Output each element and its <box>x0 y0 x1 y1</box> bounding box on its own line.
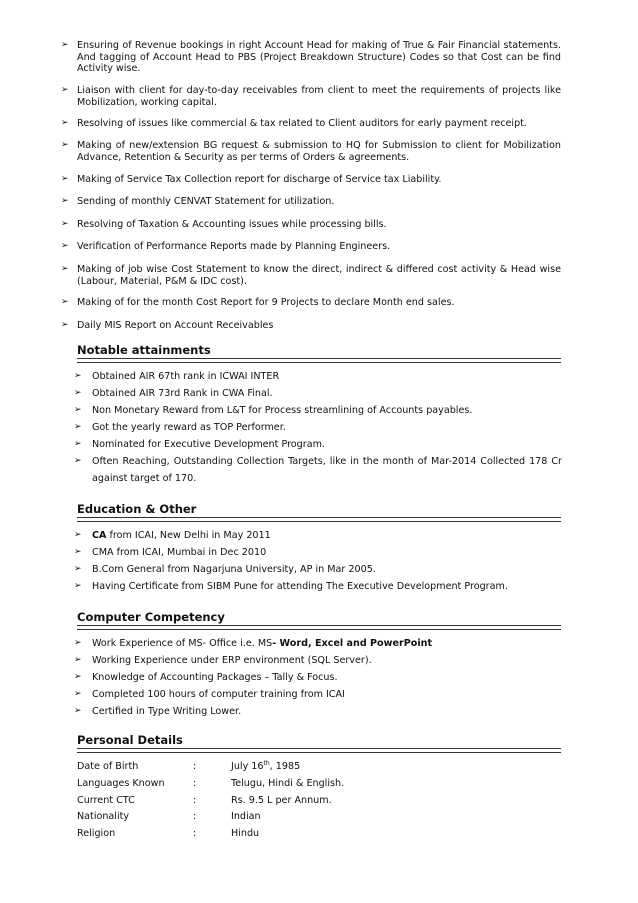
arrow-bullet-icon: ➢ <box>74 371 82 381</box>
bullet-item: ➢ Liaison with client for day-to-day receivables from client to meet the requirements of projects like Mobilization, working capital. <box>61 85 561 108</box>
list-item: B.Com General from Nagarjuna University, AP in Mar 2005. <box>92 564 376 575</box>
arrow-bullet-icon: ➢ <box>74 564 82 574</box>
arrow-bullet-icon: ➢ <box>74 706 82 716</box>
arrow-bullet-icon: ➢ <box>61 40 69 50</box>
arrow-bullet-icon: ➢ <box>74 547 82 557</box>
bullet-item: ➢ Ensuring of Revenue bookings in right Account Head for making of True & Fair Financial statements. And tagging of Account Head to PBS (Project Breakdown Structure) Codes so that Cost can be find Activity wise. <box>61 40 561 74</box>
arrow-bullet-icon: ➢ <box>74 530 82 540</box>
arrow-bullet-icon: ➢ <box>74 672 82 682</box>
detail-label: Languages Known <box>77 778 165 789</box>
list-item: CA from ICAI, New Delhi in May 2011 <box>92 530 271 541</box>
arrow-bullet-icon: ➢ <box>74 456 82 466</box>
arrow-bullet-icon: ➢ <box>61 140 69 150</box>
section-title: Education & Other <box>77 502 197 516</box>
section-divider <box>77 748 561 753</box>
arrow-bullet-icon: ➢ <box>61 264 69 274</box>
list-item: CMA from ICAI, Mumbai in Dec 2010 <box>92 547 267 558</box>
detail-separator: : <box>193 795 197 806</box>
arrow-bullet-icon: ➢ <box>61 85 69 95</box>
section-divider <box>77 358 561 363</box>
list-item: Having Certificate from SIBM Pune for attending The Executive Development Program. <box>92 581 508 592</box>
detail-value: Telugu, Hindi & English. <box>231 778 345 789</box>
detail-value: Indian <box>231 811 261 822</box>
arrow-bullet-icon: ➢ <box>61 219 69 229</box>
arrow-bullet-icon: ➢ <box>61 196 69 206</box>
bullet-item: ➢ Resolving of Taxation & Accounting issues while processing bills. <box>61 219 387 230</box>
bullet-item: ➢ Verification of Performance Reports made by Planning Engineers. <box>61 241 391 252</box>
arrow-bullet-icon: ➢ <box>74 439 82 449</box>
arrow-bullet-icon: ➢ <box>74 581 82 591</box>
arrow-bullet-icon: ➢ <box>74 388 82 398</box>
arrow-bullet-icon: ➢ <box>74 422 82 432</box>
detail-value: Hindu <box>231 828 260 839</box>
list-item: Often Reaching, Outstanding Collection Targets, like in the month of Mar-2014 Collected 178 Cr <box>92 456 562 467</box>
bullet-item: ➢ Making of new/extension BG request & submission to HQ for Submission to client for Mobilization Advance, Retention & Security as per terms of Orders & agreements. <box>61 140 561 163</box>
list-item-continuation: against target of 170. <box>92 473 197 484</box>
detail-separator: : <box>193 778 197 789</box>
detail-separator: : <box>193 761 197 772</box>
bullet-item: ➢ Resolving of issues like commercial & tax related to Client auditors for early payment receipt. <box>61 118 527 129</box>
list-item: Work Experience of MS- Office i.e. MS- Word, Excel and PowerPoint <box>92 638 433 649</box>
list-item: Knowledge of Accounting Packages – Tally & Focus. <box>92 672 338 683</box>
detail-value: July 16th, 1985 <box>231 759 301 772</box>
arrow-bullet-icon: ➢ <box>74 405 82 415</box>
arrow-bullet-icon: ➢ <box>74 689 82 699</box>
detail-label: Religion <box>77 828 116 839</box>
arrow-bullet-icon: ➢ <box>61 297 69 307</box>
list-item: Working Experience under ERP environment (SQL Server). <box>92 655 372 666</box>
section-title: Personal Details <box>77 733 183 747</box>
section-education <box>77 502 561 522</box>
arrow-bullet-icon: ➢ <box>61 241 69 251</box>
section-notable-attainments <box>77 343 561 363</box>
arrow-bullet-icon: ➢ <box>61 320 69 330</box>
bullet-item: ➢ Sending of monthly CENVAT Statement for utilization. <box>61 196 335 207</box>
detail-label: Current CTC <box>77 795 135 806</box>
arrow-bullet-icon: ➢ <box>61 174 69 184</box>
bullet-item: ➢ Making of for the month Cost Report for 9 Projects to declare Month end sales. <box>61 297 455 308</box>
detail-label: Nationality <box>77 811 130 822</box>
detail-label: Date of Birth <box>77 761 139 772</box>
bullet-item: ➢ Daily MIS Report on Account Receivables <box>61 320 274 331</box>
arrow-bullet-icon: ➢ <box>74 638 82 648</box>
detail-value: Rs. 9.5 L per Annum. <box>231 795 332 806</box>
bullet-item: ➢ Making of job wise Cost Statement to know the direct, indirect & differed cost activity & Head wise (Labour, Material, P&M & IDC cost). <box>61 264 561 287</box>
section-title: Notable attainments <box>77 343 211 357</box>
section-divider <box>77 625 561 630</box>
arrow-bullet-icon: ➢ <box>61 118 69 128</box>
section-title: Computer Competency <box>77 610 225 624</box>
list-item: Got the yearly reward as TOP Performer. <box>92 422 286 433</box>
list-item: Obtained AIR 73rd Rank in CWA Final. <box>92 388 273 399</box>
list-item: Obtained AIR 67th rank in ICWAI INTER <box>92 371 280 382</box>
section-divider <box>77 517 561 522</box>
section-computer-competency <box>77 610 561 630</box>
list-item: Completed 100 hours of computer training from ICAI <box>92 689 345 700</box>
list-item: Nominated for Executive Development Program. <box>92 439 325 450</box>
arrow-bullet-icon: ➢ <box>74 655 82 665</box>
detail-separator: : <box>193 828 197 839</box>
list-item: Non Monetary Reward from L&T for Process streamlining of Accounts payables. <box>92 405 473 416</box>
bullet-item: ➢ Making of Service Tax Collection report for discharge of Service tax Liability. <box>61 174 442 185</box>
section-personal-details <box>77 733 561 753</box>
list-item: Certified in Type Writing Lower. <box>92 706 242 717</box>
detail-separator: : <box>193 811 197 822</box>
